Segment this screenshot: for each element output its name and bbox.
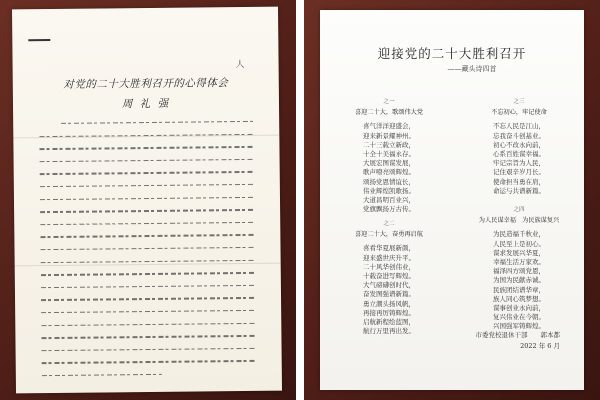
poem-heading: 喜迎二十大，奋勇再启航 <box>354 231 424 239</box>
poem-block <box>334 220 444 336</box>
poem-line: 心系百姓谋幸福。 <box>493 150 545 159</box>
poem-line: 再接再厉铸辉煌。 <box>363 308 415 317</box>
poem-line: 初心不改永向前， <box>493 140 545 149</box>
handwriting-line <box>42 348 256 352</box>
poem-page-title: 迎接党的二十大胜利召开 <box>377 46 527 61</box>
poem-lines <box>334 244 444 336</box>
poem-line: 谋求发展兴华夏， <box>493 248 545 257</box>
poem-line: 忘我奋斗创基业。 <box>493 131 545 140</box>
poem-line: 喜气洋洋迎盛会， <box>363 122 415 131</box>
poem-line: 记住艰辛岁月长。 <box>493 168 545 177</box>
handwriting-body <box>12 7 278 10</box>
handwriting-line <box>41 297 255 301</box>
poem-line: 大展宏图谋发展， <box>363 159 415 168</box>
poem-line: 人民至上是初心。 <box>493 239 545 248</box>
poem-line: 大气磅礴创时代， <box>363 281 415 290</box>
poem-number: 之四 <box>513 207 525 213</box>
footer-date: 2022 年 6 月 <box>520 342 560 350</box>
paper-fold <box>15 263 281 267</box>
left-photo <box>0 0 296 400</box>
corner-mark: 人 <box>235 59 245 71</box>
handwritten-letter <box>12 7 282 394</box>
poem-line: 迎来新景耀神州。 <box>363 131 415 140</box>
poem-heading: 为人民谋幸福 为民族谋复兴 <box>478 217 560 225</box>
poem-line: 颂扬党恩情谊长， <box>363 177 415 186</box>
poem-block <box>464 98 574 196</box>
handwriting-line <box>40 184 254 188</box>
poem-footer <box>476 330 561 352</box>
poem-block <box>464 206 574 332</box>
footer-author: 市委党校退休干部 郭本都 <box>475 331 560 339</box>
poem-lines <box>334 122 444 214</box>
poem-line: 二十风华创伟业， <box>363 262 415 271</box>
poem-line: 歌声嘹亮颂辉煌。 <box>363 168 415 177</box>
poem-line: 大道昌明百业兴， <box>363 196 415 205</box>
poem-line: 福泽四方颂党恩， <box>493 267 545 276</box>
poem-line: 十全十美福永存。 <box>363 150 415 159</box>
poem-line: 航行万里再出发。 <box>363 327 415 336</box>
poem-number: 之三 <box>513 99 525 105</box>
poem-number: 之一 <box>383 99 395 105</box>
handwriting-line <box>42 374 162 377</box>
poem-line: 党旗飘扬万古传。 <box>363 205 415 214</box>
pen-dash-mark <box>28 39 50 41</box>
handwriting-line <box>41 310 255 314</box>
handwriting-line <box>41 272 255 276</box>
handwritten-title: 对党的二十大胜利召开的心得体会 <box>63 77 229 91</box>
poem-line: 命运与共谱新篇。 <box>493 186 545 195</box>
poem-line: 族人同心筑梦想。 <box>493 294 545 303</box>
handwriting-line <box>42 360 256 364</box>
handwriting-line <box>40 159 254 163</box>
poem-line: 为国为民献赤诚。 <box>493 276 545 285</box>
poem-page-subtitle: ——藏头诗四首 <box>447 65 497 73</box>
poem-line: 喜看华夏展新颜， <box>363 244 415 253</box>
handwriting-line <box>40 209 254 213</box>
handwriting-line <box>61 121 253 124</box>
poem-line: 二十三载立新政， <box>363 140 415 149</box>
poem-block <box>334 98 444 214</box>
poem-lines <box>464 230 574 331</box>
handwriting-line <box>40 234 254 238</box>
poem-heading: 喜迎二十大，歌颂伟大党 <box>354 109 424 117</box>
handwriting-line <box>41 335 255 339</box>
poem-line: 兴国强军铸辉煌。 <box>493 322 545 331</box>
poem-line: 谋事创业永向前， <box>493 304 545 313</box>
poem-line: 为民造福千秋业， <box>493 230 545 239</box>
poem-line: 牢记宗旨为人民， <box>493 159 545 168</box>
handwriting-line <box>40 222 254 226</box>
handwritten-author: 周 礼 强 <box>121 97 171 111</box>
poem-line: 奋发图强谱新篇。 <box>363 290 415 299</box>
poem-line: 伟业辉煌凯歌扬。 <box>363 186 415 195</box>
poem-heading: 不忘初心，牢记使命 <box>491 109 547 117</box>
handwriting-line <box>40 171 254 175</box>
handwriting-line <box>41 285 255 289</box>
poem-line: 使命担当勇在肩， <box>493 177 545 186</box>
poem-line: 复兴伟业在今朝。 <box>493 313 545 322</box>
poem-line: 民族团结谱华章， <box>493 285 545 294</box>
poem-line: 不忘人民是江山， <box>493 122 545 131</box>
poem-line: 启航新程绘蓝图， <box>363 318 415 327</box>
poem-line: 勇立潮头扬风帆， <box>363 299 415 308</box>
poem-number: 之二 <box>383 221 395 227</box>
handwriting-line <box>40 196 254 200</box>
handwriting-line <box>39 146 253 150</box>
handwriting-line <box>41 247 255 251</box>
poem-line: 迎来盛世庆升平。 <box>363 253 415 262</box>
poem-line: 幸福生活万家欢。 <box>493 258 545 267</box>
printed-poem-page <box>320 10 584 390</box>
poem-line: 十载奋进写辉煌。 <box>363 272 415 281</box>
handwriting-line <box>41 322 255 326</box>
poem-lines <box>464 122 574 196</box>
right-photo <box>304 0 600 400</box>
